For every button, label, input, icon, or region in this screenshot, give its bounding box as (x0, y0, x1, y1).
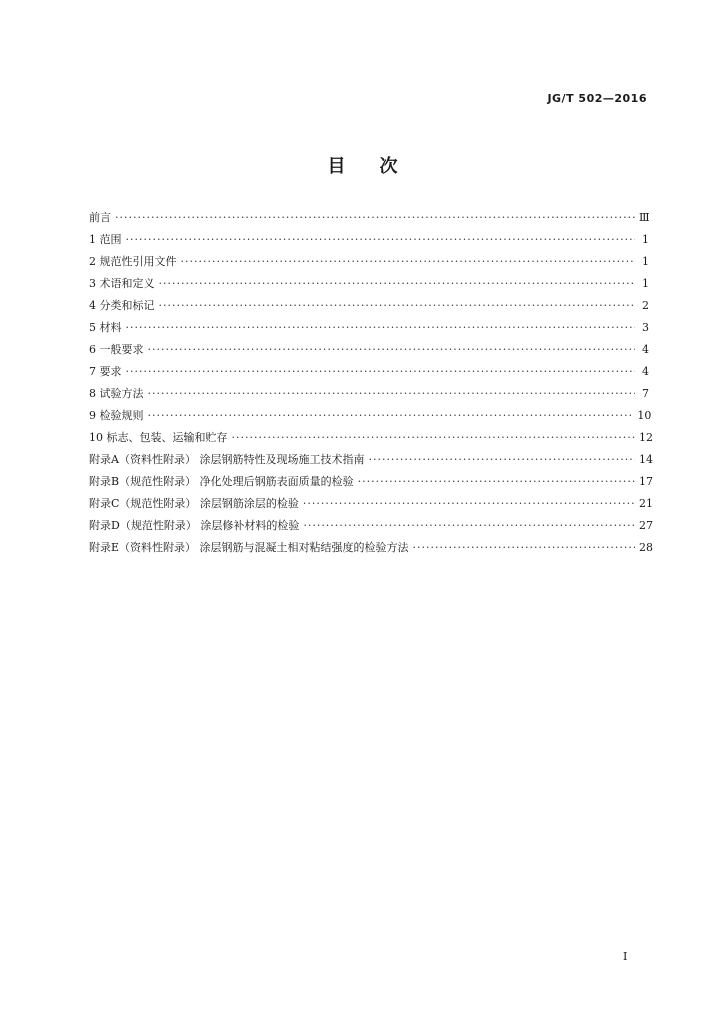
toc-entry-page: 27 (639, 519, 653, 532)
toc-entry-label: 附录B（规范性附录） 净化处理后钢筋表面质量的检验 (89, 475, 354, 488)
toc-leader-dots (126, 229, 636, 251)
toc-leader-dots (126, 361, 636, 383)
toc-entry-page: 4 (642, 343, 649, 356)
toc-entry-label: 3 术语和定义 (89, 277, 155, 290)
standard-code: JG/T 502—2016 (547, 92, 647, 105)
toc-entry[interactable] (89, 427, 653, 449)
toc-leader-dots (159, 295, 636, 317)
toc-entry[interactable] (89, 515, 653, 537)
toc-entry-page: 7 (642, 387, 649, 400)
toc-entry[interactable] (89, 383, 649, 405)
page-number: I (623, 950, 628, 963)
toc-leader-dots (148, 405, 634, 427)
toc-title (0, 152, 725, 178)
toc-entry-page: 17 (639, 475, 653, 488)
toc-entry[interactable] (89, 273, 649, 295)
toc-entry-label: 8 试验方法 (89, 387, 144, 400)
toc-entry-label: 附录D（规范性附录） 涂层修补材料的检验 (89, 519, 300, 532)
toc-leader-dots (413, 537, 635, 559)
toc-leader-dots (148, 383, 636, 405)
toc-entry[interactable] (89, 405, 652, 427)
toc-entry-label: 4 分类和标记 (89, 299, 155, 312)
toc-entry[interactable] (89, 471, 653, 493)
toc-entry[interactable] (89, 317, 649, 339)
toc-entry-page: 1 (642, 233, 649, 246)
toc-leader-dots (148, 339, 636, 361)
toc-entry-page: 1 (642, 255, 649, 268)
toc-entry-label: 5 材料 (89, 321, 122, 334)
toc-entry-label: 1 范围 (89, 233, 122, 246)
toc-entry[interactable] (89, 361, 649, 383)
toc-entry-label: 10 标志、包装、运输和贮存 (89, 431, 228, 444)
toc-entry[interactable] (89, 537, 653, 559)
toc-entry-label: 2 规范性引用文件 (89, 255, 177, 268)
toc-leader-dots (303, 493, 635, 515)
toc-entry-page: 14 (639, 453, 653, 466)
toc-entry-label: 附录E（资料性附录） 涂层钢筋与混凝土相对粘结强度的检验方法 (89, 541, 409, 554)
toc-leader-dots (126, 317, 636, 339)
toc-entry[interactable] (89, 493, 653, 515)
toc-entry-label: 前言 (89, 211, 111, 224)
toc-entry-page: 28 (639, 541, 653, 554)
toc-leader-dots (181, 251, 636, 273)
toc-entry-page: 3 (642, 321, 649, 334)
toc-leader-dots (115, 207, 635, 229)
toc-leader-dots (159, 273, 636, 295)
toc-entry-page: 21 (639, 497, 653, 510)
toc-leader-dots (232, 427, 636, 449)
toc-entry[interactable] (89, 295, 649, 317)
toc-entry[interactable] (89, 339, 649, 361)
toc-title-char-2: 次 (379, 156, 398, 177)
toc-entry-label: 6 一般要求 (89, 343, 144, 356)
toc-leader-dots (303, 515, 635, 537)
toc-entry[interactable] (89, 229, 649, 251)
toc-leader-dots (368, 449, 635, 471)
toc-entry[interactable] (89, 251, 649, 273)
toc-list (89, 207, 653, 559)
toc-entry-page: Ⅲ (639, 211, 650, 224)
toc-entry-page: 1 (642, 277, 649, 290)
toc-entry-page: 2 (642, 299, 649, 312)
toc-entry[interactable] (89, 449, 653, 471)
toc-entry-label: 附录A（资料性附录） 涂层钢筋特性及现场施工技术指南 (89, 453, 365, 466)
toc-entry-page: 10 (637, 409, 652, 422)
toc-title-char-1: 目 (327, 156, 346, 177)
toc-entry-label: 7 要求 (89, 365, 122, 378)
toc-entry-label: 9 检验规则 (89, 409, 144, 422)
toc-entry-page: 12 (639, 431, 653, 444)
toc-entry[interactable] (89, 207, 649, 229)
toc-entry-label: 附录C（规范性附录） 涂层钢筋涂层的检验 (89, 497, 299, 510)
toc-leader-dots (358, 471, 635, 493)
toc-entry-page: 4 (642, 365, 649, 378)
